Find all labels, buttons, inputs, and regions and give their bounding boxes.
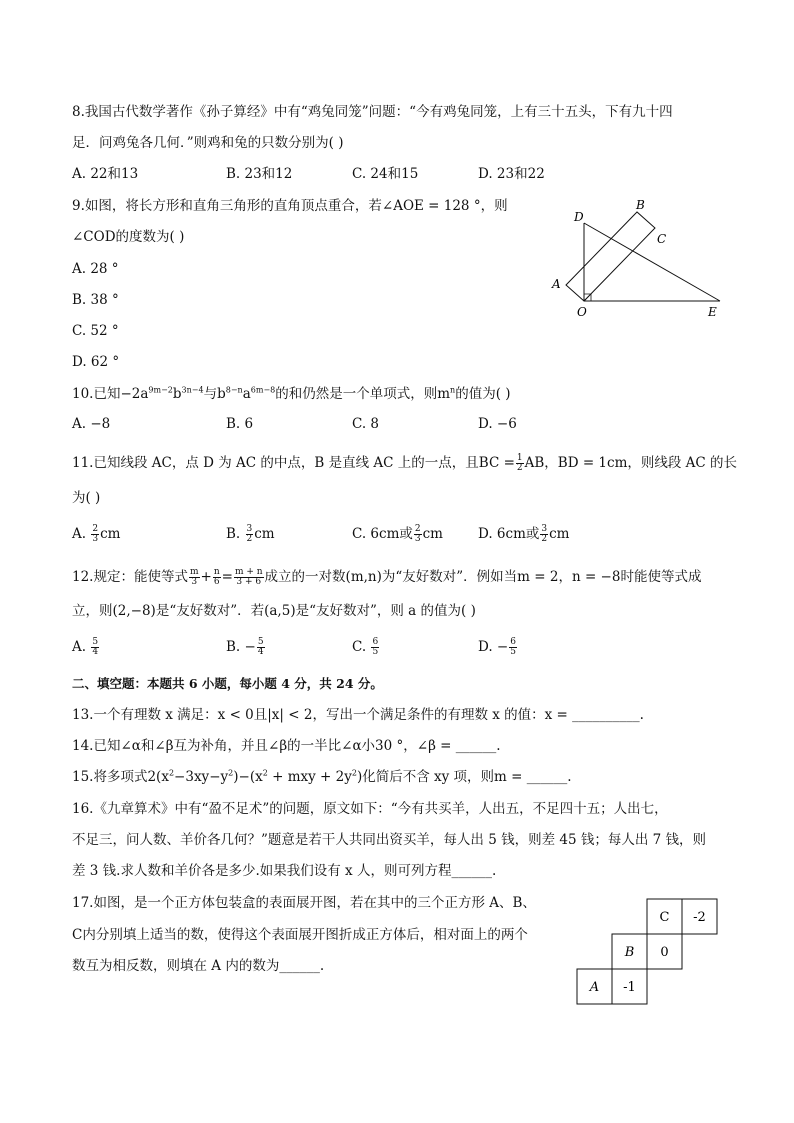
q11-part: 11.已知线段 AC，点 D 为 AC 的中点，B 是直线 AC 上的一点，且BC = [72, 455, 515, 471]
q12-option-a [72, 637, 100, 657]
q15-part: )化简后不含 xy 项，则m = ______. [356, 769, 572, 785]
q15-exp: 2 [228, 768, 234, 778]
q10-exp: 9m−2 [148, 385, 173, 395]
cell-label-c: C [659, 910, 670, 925]
q12-part: + [200, 569, 212, 585]
q15-part: )−(x [233, 769, 263, 785]
q9-option-d: D. 62 ° [72, 354, 120, 370]
fraction-den: 5 [372, 647, 379, 657]
right-angle-mark-rect [584, 296, 589, 301]
fraction [189, 568, 200, 587]
fraction [257, 638, 265, 657]
fraction-den: 6 [213, 577, 220, 587]
q15-exp: 2 [168, 768, 175, 778]
label-e: E [708, 305, 717, 319]
opt-pre: B. [226, 526, 245, 542]
q11-option-d [478, 524, 570, 544]
q10-exp: n [450, 385, 456, 395]
q9-option-c: C. 52 ° [72, 323, 119, 339]
fraction-num: 5 [92, 637, 99, 647]
q16-line3: 差 3 钱.求人数和羊价各是多少.如果我们设有 x 人，则可列方程______. [72, 863, 497, 879]
q9-line1: 9.如图，将长方形和直角三角形的直角顶点重合，若∠AOE = 128 °，则 [72, 198, 508, 214]
fraction-num: 6 [510, 637, 516, 647]
label-d: D [574, 210, 584, 224]
q10-text [72, 384, 511, 404]
q12-part: 成立的一对数(m,n)为“友好数对”．例如当m = 2，n = −8时能使等式成 [264, 569, 702, 585]
q15-text [72, 767, 572, 787]
fraction-den: 2 [541, 534, 548, 544]
opt-post: cm [422, 526, 443, 542]
opt-pre: C. [352, 639, 371, 655]
q10-option-a: A. −8 [72, 416, 111, 432]
opt-post: cm [100, 526, 121, 542]
q17-line3: 数互为相反数，则填在 A 内的数为______. [72, 958, 325, 974]
label-a: A [552, 277, 561, 291]
fraction [246, 525, 254, 544]
label-b: B [636, 198, 645, 212]
q15-exp: 2 [262, 768, 268, 778]
q14-text: 14.已知∠α和∠β互为补角，并且∠β的一半比∠α小30 °，∠β = ______. [72, 738, 501, 754]
label-c: C [657, 232, 667, 246]
fraction-num: m + n [234, 567, 263, 577]
fraction-den: 3 [414, 534, 421, 544]
opt-pre: D. − [478, 639, 509, 655]
q12-line1 [72, 567, 701, 587]
q11-option-a [72, 524, 120, 544]
q16-line1: 16.《九章算术》中有“盈不足术”的问题，原文如下：“今有共买羊，人出五，不足四十五；人出七， [72, 801, 668, 817]
q10-exp: 3n−4 [181, 385, 204, 395]
fraction-den: 3 + 6 [236, 577, 262, 587]
fraction [371, 638, 379, 657]
fraction-den: 4 [92, 647, 99, 657]
q9-option-b: B. 38 ° [72, 292, 119, 308]
fraction [414, 525, 422, 544]
fraction [213, 568, 221, 587]
q11-option-b [226, 524, 275, 544]
cell-label-b: B [624, 945, 635, 960]
fraction [234, 568, 264, 587]
q9-geometry-figure [540, 195, 740, 325]
fraction [516, 454, 524, 473]
q8-option-b: B. 23和12 [226, 166, 293, 182]
fraction-num: 3 [246, 524, 253, 534]
cell-label-a: A [589, 980, 600, 995]
q10-part: b [172, 386, 182, 402]
fraction-num: 5 [257, 637, 264, 647]
line-de [584, 223, 720, 301]
fraction [509, 638, 517, 657]
q10-exp: 6m−8 [250, 385, 276, 395]
cell-label-minus1: -1 [623, 980, 636, 995]
q11-line1 [72, 453, 737, 473]
q8-option-c: C. 24和15 [352, 166, 419, 182]
opt-pre: A. [72, 526, 91, 542]
q10-option-c: C. 8 [352, 416, 380, 432]
q8-option-a: A. 22和13 [72, 166, 139, 182]
q15-exp: 2 [351, 768, 357, 778]
q10-option-d: D. −6 [478, 416, 517, 432]
fraction-num: 6 [372, 637, 379, 647]
q8-line2: 足．问鸡兔各几何．”则鸡和兔的只数分别为( ) [72, 135, 344, 151]
fraction-num: 3 [541, 524, 548, 534]
q12-option-d [478, 637, 518, 657]
fraction [91, 638, 99, 657]
q15-part: + mxy + 2y [267, 769, 352, 785]
fraction-den: 3 [191, 577, 198, 587]
q12-option-b [226, 637, 266, 657]
q9-line2: ∠COD的度数为( ) [72, 229, 185, 245]
q10-part: a [242, 386, 251, 402]
fraction-num: 2 [92, 524, 99, 534]
q10-option-b: B. 6 [226, 416, 254, 432]
fraction-num: m [189, 567, 199, 577]
q10-part: 10.已知−2a [72, 386, 149, 402]
fraction-num: 1 [516, 453, 523, 463]
opt-pre: C. 6cm或 [352, 526, 413, 542]
q10-part: 的和仍然是一个单项式，则m [275, 386, 451, 402]
q15-part: −3xy−y [174, 769, 229, 785]
q8-line1: 8.我国古代数学著作《孙子算经》中有“鸡兔同笼”问题：“今有鸡兔同笼，上有三十五头，下有九十四 [72, 104, 673, 120]
q12-line2: 立，则(2,−8)是“友好数对”．若(a,5)是“友好数对”，则 a 的值为( ) [72, 603, 476, 619]
fraction-num: 2 [414, 524, 421, 534]
opt-pre: D. 6cm或 [478, 526, 540, 542]
q10-part: 与b [203, 386, 226, 402]
section-heading-fill-in: 二、填空题：本题共 6 小题，每小题 4 分，共 24 分。 [72, 676, 383, 691]
q12-option-c [352, 637, 380, 657]
q13-text: 13.一个有理数 x 满足：x < 0且|x| < 2，写出一个满足条件的有理数 x 的值：x = __________. [72, 707, 644, 723]
fraction-den: 5 [510, 647, 516, 657]
q10-exp: 8−n [225, 385, 243, 395]
cell-label-minus2: -2 [693, 910, 706, 925]
q11-option-c [352, 524, 443, 544]
q12-part: = [221, 569, 233, 585]
q15-part: 15.将多项式2(x [72, 769, 169, 785]
fraction-den: 2 [516, 463, 523, 473]
fraction-den: 3 [92, 534, 99, 544]
opt-post: cm [549, 526, 570, 542]
q17-cube-net-figure [575, 895, 725, 1010]
label-o: O [577, 305, 587, 319]
q17-line1: 17.如图，是一个正方体包装盒的表面展开图，若在其中的三个正方形 A、B、 [72, 895, 536, 911]
opt-post: cm [254, 526, 275, 542]
q11-line2: 为( ) [72, 490, 101, 506]
fraction [540, 525, 548, 544]
opt-pre: B. − [226, 639, 256, 655]
fraction-den: 4 [257, 647, 264, 657]
q17-line2: C内分别填上适当的数，使得这个表面展开图折成正方体后，相对面上的两个 [72, 927, 528, 943]
opt-pre: A. [72, 639, 91, 655]
q10-part: 的值为( ) [455, 386, 511, 402]
q12-part: 12.规定：能使等式 [72, 569, 188, 585]
cell-label-0: 0 [660, 945, 669, 960]
fraction-den: 2 [246, 534, 253, 544]
fraction-num: n [213, 567, 220, 577]
q9-option-a: A. 28 ° [72, 261, 119, 277]
q11-part: AB，BD = 1cm，则线段 AC 的长 [524, 455, 738, 471]
q16-line2: 不足三，问人数、羊价各几何？”题意是若干人共同出资买羊，每人出 5 钱，则差 45 钱；每人出 7 钱，则 [72, 832, 707, 848]
fraction [91, 525, 99, 544]
q8-option-d: D. 23和22 [478, 166, 545, 182]
